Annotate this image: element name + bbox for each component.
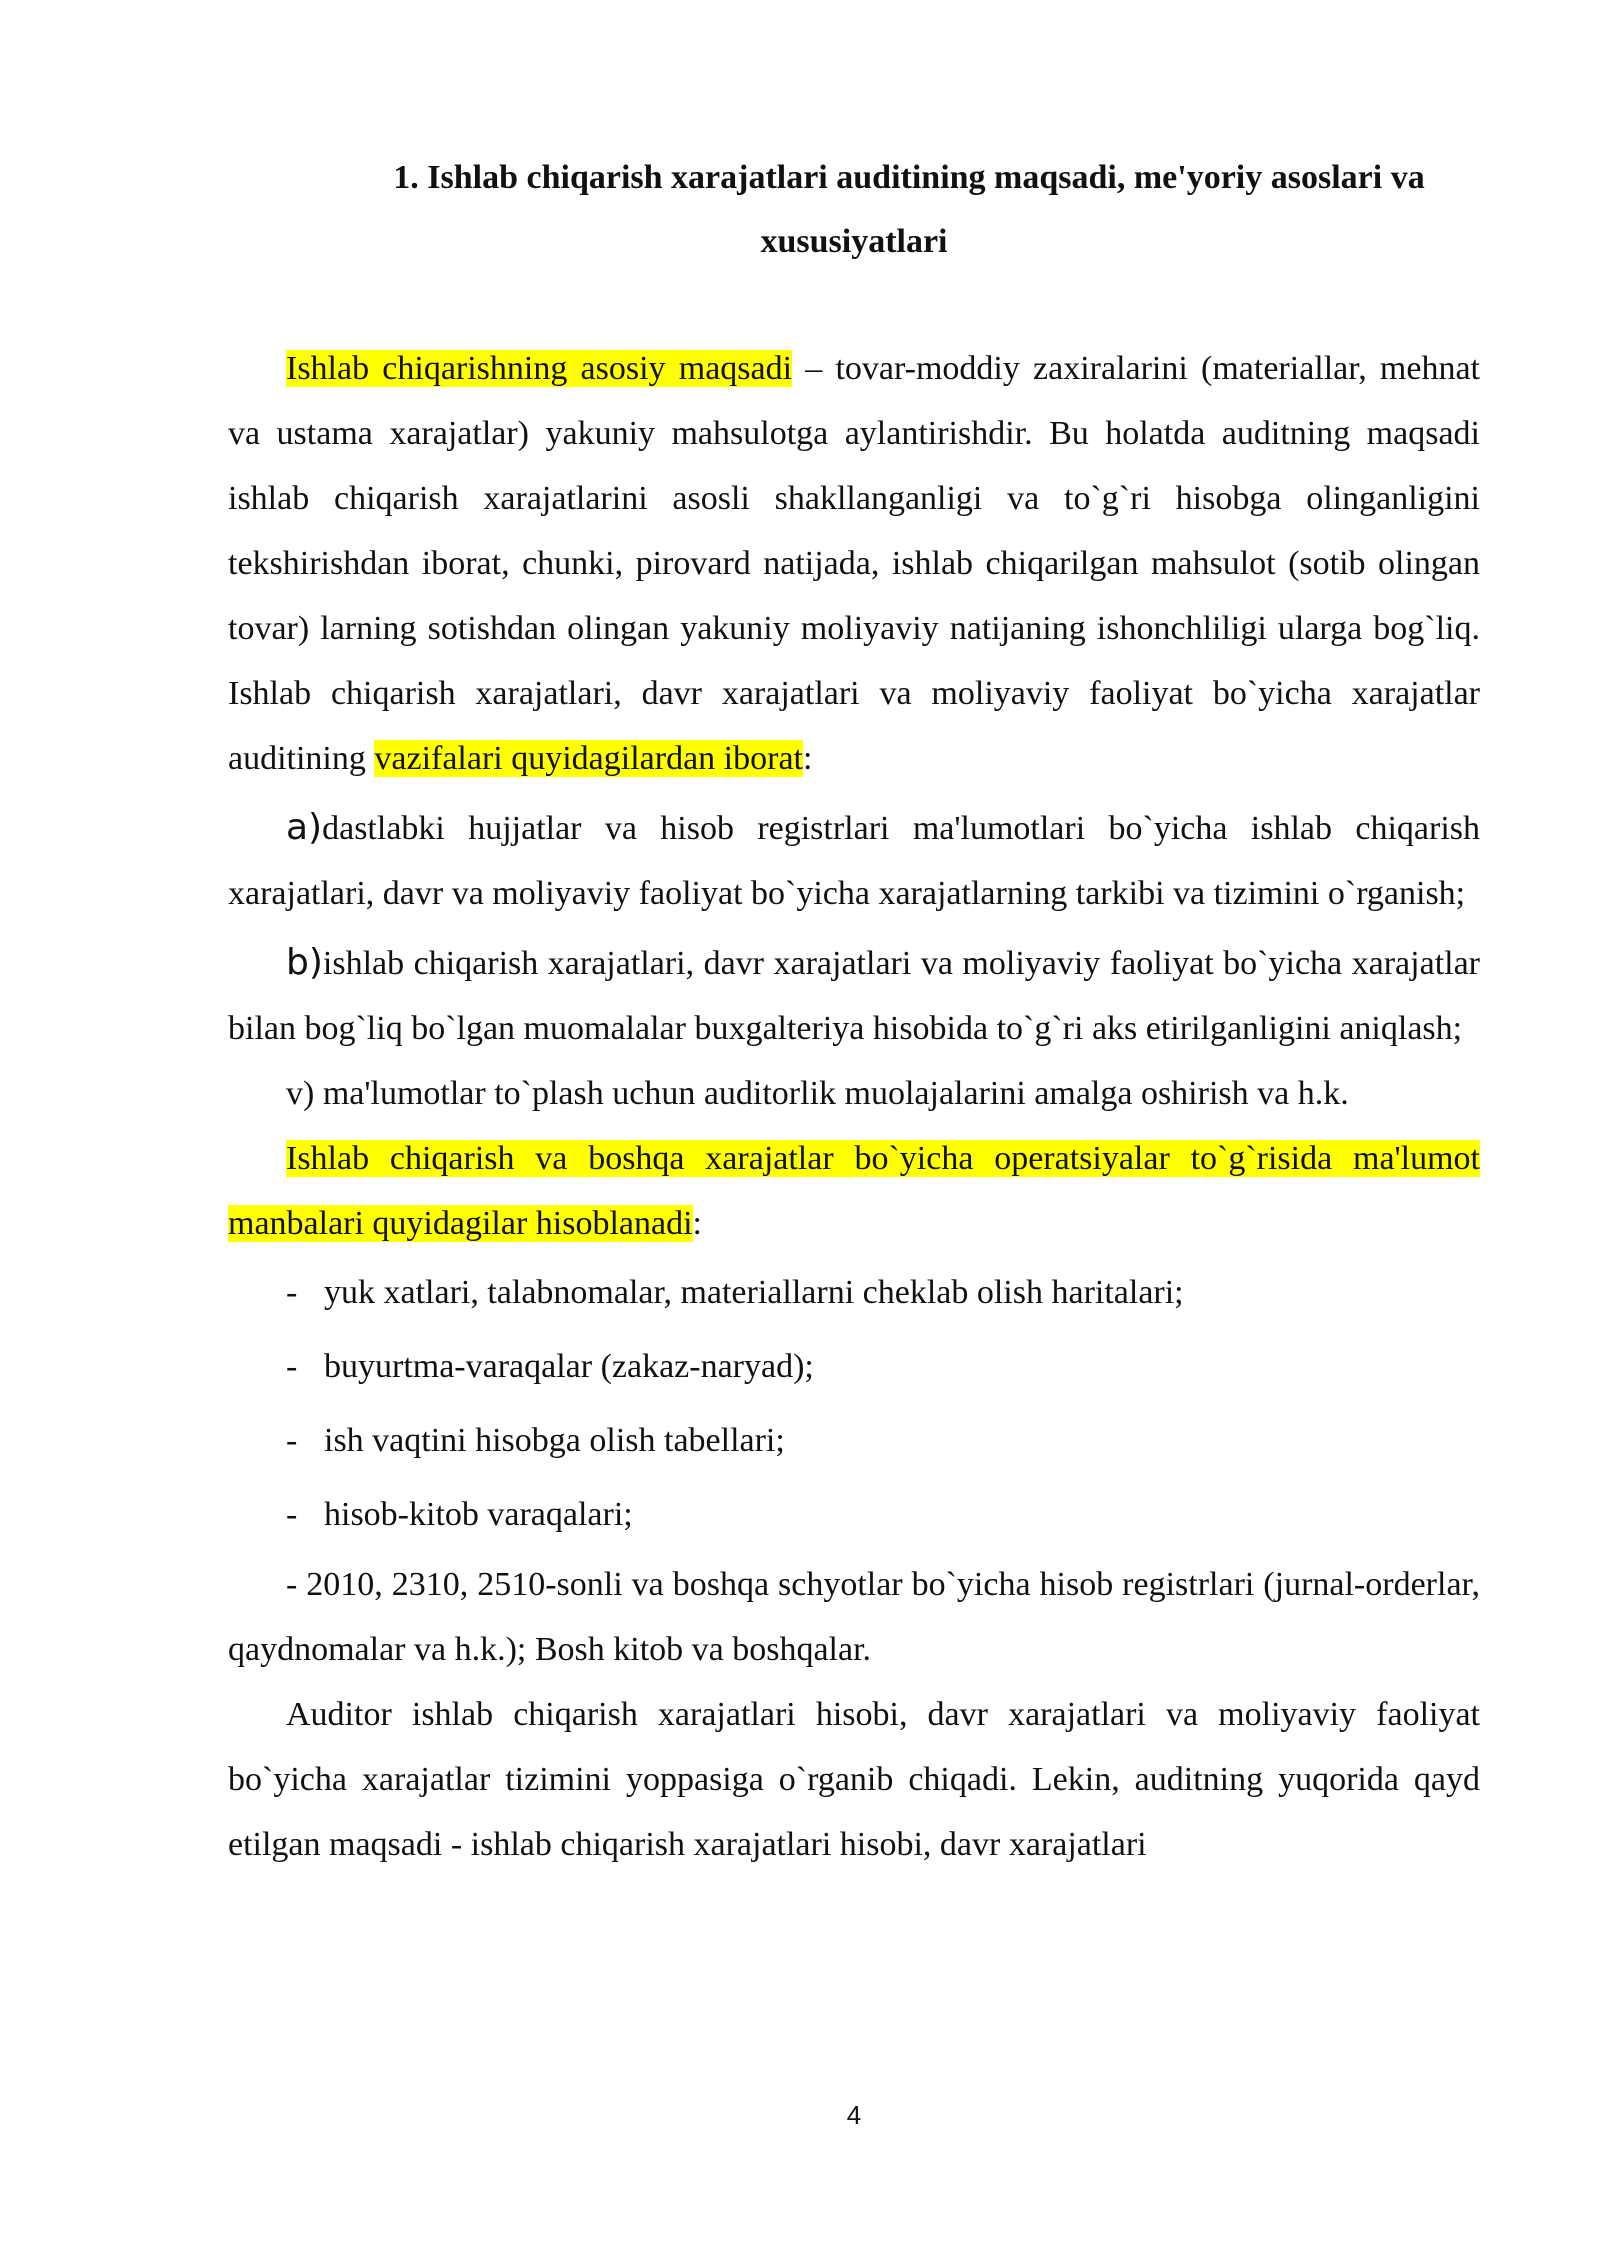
paragraph-sources	[228, 1126, 1480, 1256]
list-item	[228, 1061, 1480, 1126]
list-item	[228, 795, 1480, 926]
highlighted-phrase: Ishlab chiqarishning asosiy maqsadi	[286, 350, 793, 387]
dash-list-item	[228, 1404, 1480, 1478]
dash-item-text: yuk xatlari, talabnomalar, materiallarni cheklab olish haritalari;	[324, 1274, 1184, 1311]
dash-bullet: -	[286, 1422, 298, 1459]
dash-bullet: -	[286, 1274, 298, 1311]
body-text	[228, 336, 1480, 1877]
dash-item-text: hisob-kitob varaqalari;	[324, 1496, 633, 1533]
list-marker: b)	[286, 942, 323, 983]
dash-list-item	[228, 1478, 1480, 1552]
list-item	[228, 930, 1480, 1061]
dash-bullet: -	[286, 1348, 298, 1385]
dash-list-item	[228, 1256, 1480, 1330]
list-marker: v)	[286, 1075, 315, 1112]
section-heading	[228, 146, 1480, 274]
dash-bullet: -	[286, 1496, 298, 1533]
dash-item-text: ish vaqtini hisobga olish tabellari;	[324, 1422, 785, 1459]
list-item-text: dastlabki hujjatlar va hisob registrlari ma'lumotlari bo`yicha ishlab chiqarish xarajatlari, davr va moliyaviy faoliyat bo`yicha xarajatlarning tarkibi va tizimini o`rganish;	[228, 810, 1480, 912]
highlighted-phrase: vazifalari quyidagilardan iborat	[374, 740, 803, 777]
paragraph-text: – tovar-moddiy zaxiralarini (materiallar, mehnat va ustama xarajatlar) yakuniy mahsulotga aylantirishdir. Bu holatda auditning maqsadi ishlab chiqarish xarajatlarini asosli shakllanganligi va to`g`ri hisobga olinganligini tekshirishdan iborat, chunki, pirovard natijada, ishlab chiqarilgan mahsulot (sotib olingan tovar) larning sotishdan olingan yakuniy moliyaviy natijaning ishonchliligi ularga bog`liq. Ishlab chiqarish xarajatlari, davr xarajatlari va moliyaviy faoliyat bo`yicha xarajatlar auditining	[228, 350, 1480, 777]
list-item-text: ishlab chiqarish xarajatlari, davr xarajatlari va moliyaviy faoliyat bo`yicha xarajatlar bilan bog`liq bo`lgan muomalalar buxgalteriya hisobida to`g`ri aks etirilganligini aniqlash;	[228, 945, 1480, 1047]
paragraph-auditor: Auditor ishlab chiqarish xarajatlari hisobi, davr xarajatlari va moliyaviy faoliyat bo`yicha xarajatlar tizimini yoppasiga o`rganib chiqadi. Lekin, auditning yuqorida qayd etilgan maqsadi - ishlab chiqarish xarajatlari hisobi, davr xarajatlari	[228, 1696, 1480, 1863]
dash-paragraph: - 2010, 2310, 2510-sonli va boshqa schyotlar bo`yicha hisob registrlari (jurnal-orderlar, qaydnomalar va h.k.); Bosh kitob va boshqalar.	[228, 1566, 1480, 1668]
paragraph-end: :	[692, 1205, 702, 1242]
dash-item-text: buyurtma-varaqalar (zakaz-naryad);	[324, 1348, 814, 1385]
list-item-text: ma'lumotlar to`plash uchun auditorlik muolajalarini amalga oshirish va h.k.	[314, 1075, 1349, 1112]
paragraph-end: :	[802, 740, 813, 777]
list-marker: a)	[286, 807, 323, 848]
highlighted-phrase: Ishlab chiqarish va boshqa xarajatlar bo`yicha operatsiyalar to`g`risida ma'lumot manbalari quyidagilar hisoblanadi	[228, 1140, 1480, 1242]
dash-list-item	[228, 1330, 1480, 1404]
page-number: 4	[846, 2100, 862, 2130]
paragraph-purpose	[228, 336, 1480, 791]
heading-line-2: xususiyatlari	[760, 223, 948, 260]
heading-line-1: 1. Ishlab chiqarish xarajatlari auditining maqsadi, me'yoriy asoslari va	[393, 159, 1425, 196]
